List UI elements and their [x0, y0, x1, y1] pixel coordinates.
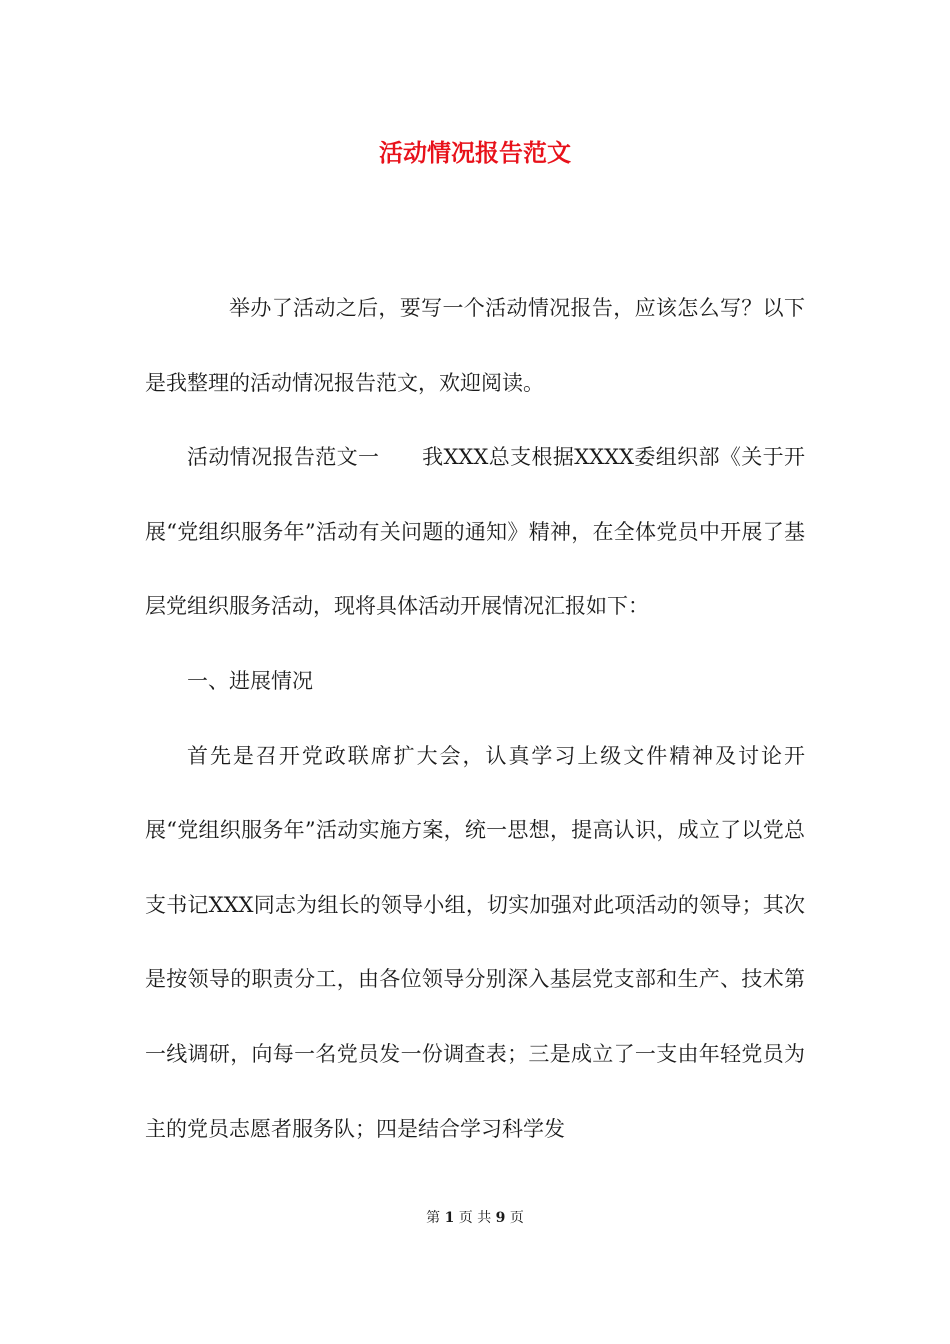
progress-paragraph: 首先是召开党政联席扩大会，认真学习上级文件精神及讨论开展“党组织服务年”活动实施方案，统一思想，提高认识，成立了以党总支书记XXX同志为组长的领导小组，切实加强对此项活动的领导；其次是按领导的职责分工，由各位领导分别深入基层党支部和生产、技术第一线调研，向每一名党员发一份调查表；三是成立了一支由年轻党员为主的党员志愿者服务队；四是结合学习科学发: [145, 743, 805, 1141]
total-pages-number: 9: [495, 1210, 506, 1226]
footer-prefix: 第: [426, 1210, 441, 1226]
document-title: 活动情况报告范文: [379, 138, 571, 167]
current-page-number: 1: [444, 1210, 455, 1226]
report-opening-paragraph: 活动情况报告范文一 我XXX总支根据XXXX委组织部《关于开展“党组织服务年”活动有关问题的通知》精神，在全体党员中开展了基层党组织服务活动，现将具体活动开展情况汇报如下：: [145, 445, 805, 619]
footer-suffix: 页: [509, 1210, 524, 1226]
intro-paragraph: 举办了活动之后，要写一个活动情况报告，应该怎么写？以下是我整理的活动情况报告范文，欢迎阅读。: [145, 296, 805, 395]
section-heading-progress: 一、进展情况: [187, 668, 313, 693]
document-body: [145, 271, 805, 1166]
page-footer: [0, 1206, 950, 1230]
footer-middle: 页 共: [458, 1210, 492, 1226]
